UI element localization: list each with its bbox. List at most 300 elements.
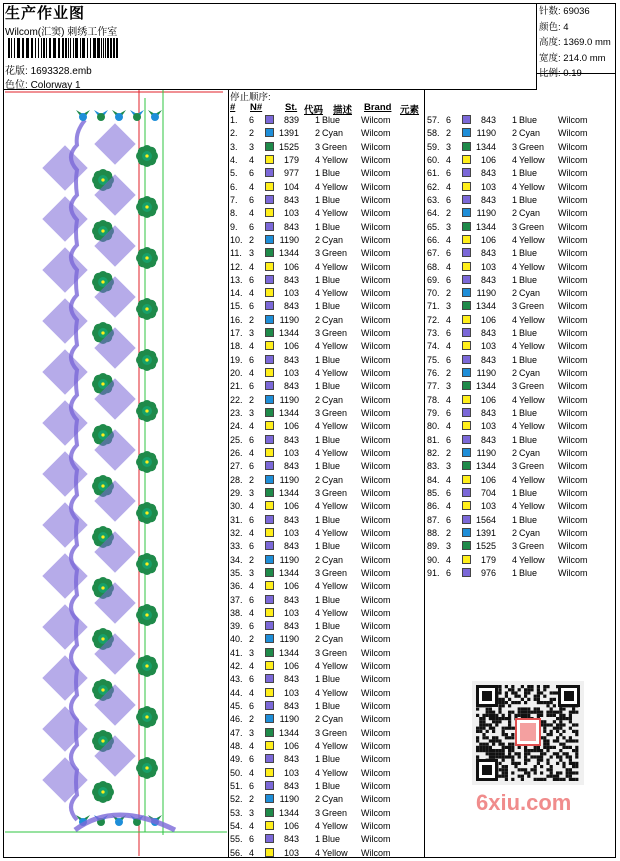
table-row <box>427 368 617 381</box>
table-row <box>230 808 420 821</box>
row-code: 4 <box>314 687 320 698</box>
row-code: 4 <box>511 314 517 325</box>
row-brand: Wilcom <box>361 128 391 139</box>
row-description: Yellow <box>322 741 348 752</box>
row-stitches: 843 <box>283 194 299 205</box>
table-row <box>230 381 420 394</box>
row-code: 2 <box>314 474 320 485</box>
row-needle: 6 <box>249 461 255 472</box>
flower-dot <box>101 484 104 487</box>
row-description: Green <box>519 541 545 552</box>
row-description: Blue <box>519 408 538 419</box>
row-code: 2 <box>314 314 320 325</box>
info-row: 颜色: 4 <box>539 21 569 33</box>
row-description: Blue <box>519 194 538 205</box>
row-brand: Wilcom <box>558 248 588 259</box>
table-row <box>427 435 617 448</box>
row-index: 31. <box>230 514 243 525</box>
row-needle: 4 <box>249 501 255 512</box>
row-needle: 4 <box>446 394 452 405</box>
row-brand: Wilcom <box>361 487 391 498</box>
row-code: 1 <box>314 168 320 179</box>
row-brand: Wilcom <box>558 301 588 312</box>
row-description: Blue <box>519 115 538 125</box>
row-description: Blue <box>519 274 538 285</box>
row-needle: 6 <box>249 674 255 685</box>
row-code: 4 <box>511 341 517 352</box>
row-needle: 4 <box>446 314 452 325</box>
row-brand: Wilcom <box>361 408 391 419</box>
row-needle: 6 <box>249 115 255 125</box>
row-code: 1 <box>314 701 320 712</box>
col-header-element: 元素 <box>400 105 420 116</box>
table-row <box>230 741 420 754</box>
flower-dot <box>101 229 104 232</box>
row-description: Cyan <box>322 474 344 485</box>
table-row <box>427 421 617 434</box>
row-description: Yellow <box>322 288 348 299</box>
row-index: 33. <box>230 541 243 552</box>
row-description: Cyan <box>519 527 541 538</box>
row-needle: 4 <box>446 341 452 352</box>
table-row <box>427 381 617 394</box>
row-description: Green <box>519 221 545 232</box>
row-code: 3 <box>511 381 517 392</box>
flower-dot <box>145 154 148 157</box>
row-description: Cyan <box>322 794 344 805</box>
row-needle: 6 <box>249 621 255 632</box>
row-description: Blue <box>322 434 341 445</box>
row-description: Green <box>519 141 545 152</box>
row-description: Blue <box>519 354 538 365</box>
row-description: Yellow <box>322 767 348 778</box>
table-row <box>230 288 420 301</box>
row-stitches: 843 <box>480 168 496 179</box>
row-stitches: 1190 <box>279 714 299 725</box>
info-row: 高度: 1369.0 mm <box>539 37 611 48</box>
row-stitches: 1525 <box>475 541 496 552</box>
row-needle: 3 <box>446 541 452 552</box>
row-stitches: 103 <box>283 368 299 379</box>
table-row <box>427 395 617 408</box>
row-index: 56. <box>230 847 243 858</box>
row-description: Green <box>322 647 348 658</box>
flower-dot <box>145 307 148 310</box>
row-description: Yellow <box>322 501 348 512</box>
row-stitches: 179 <box>480 554 496 565</box>
row-code: 3 <box>511 141 517 152</box>
row-index: 90. <box>427 554 440 565</box>
row-brand: Wilcom <box>361 421 391 432</box>
row-needle: 6 <box>446 115 452 125</box>
row-stitches: 103 <box>480 261 496 272</box>
row-description: Blue <box>322 354 341 365</box>
row-needle: 2 <box>249 794 255 805</box>
row-description: Blue <box>322 461 341 472</box>
row-brand: Wilcom <box>558 194 588 205</box>
table-row <box>427 275 617 288</box>
row-description: Blue <box>322 221 341 232</box>
design-file: 花版: 1693328.emb <box>5 66 92 77</box>
row-stitches: 103 <box>283 288 299 299</box>
col-header-stitches: St. <box>285 102 298 113</box>
info-row: 宽度: 214.0 mm <box>539 52 606 64</box>
row-code: 3 <box>314 727 320 738</box>
row-index: 10. <box>230 234 243 245</box>
row-description: Blue <box>519 514 538 525</box>
qr-code <box>472 681 584 785</box>
row-index: 71. <box>427 301 440 312</box>
row-stitches: 843 <box>480 274 496 285</box>
row-index: 57. <box>427 115 440 125</box>
row-stitches: 103 <box>283 687 299 698</box>
row-brand: Wilcom <box>558 381 588 392</box>
row-description: Cyan <box>519 288 541 299</box>
row-needle: 6 <box>446 168 452 179</box>
flower-dot <box>101 688 104 691</box>
row-stitches: 843 <box>480 194 496 205</box>
row-brand: Wilcom <box>558 474 588 485</box>
row-brand: Wilcom <box>361 834 391 845</box>
row-index: 54. <box>230 820 243 831</box>
row-index: 21. <box>230 381 243 392</box>
row-stitches: 1190 <box>476 448 496 458</box>
row-description: Yellow <box>519 261 545 272</box>
flower-dot <box>145 205 148 208</box>
row-description: Yellow <box>322 154 348 165</box>
row-description: Blue <box>322 754 341 765</box>
row-brand: Wilcom <box>361 434 391 445</box>
flower-dot <box>101 331 104 334</box>
row-stitches: 843 <box>480 408 496 419</box>
row-stitches: 1344 <box>278 567 299 578</box>
row-stitches: 1344 <box>475 221 496 232</box>
page-title: 生产作业图 <box>5 5 86 22</box>
row-needle: 2 <box>446 448 452 458</box>
row-code: 1 <box>314 221 320 232</box>
info-row: 比例: 0.19 <box>539 68 582 79</box>
row-code: 4 <box>314 501 320 512</box>
row-code: 1 <box>314 514 320 525</box>
row-description: Blue <box>322 701 341 712</box>
table-row <box>230 634 420 647</box>
row-index: 59. <box>427 141 440 152</box>
row-brand: Wilcom <box>558 514 588 525</box>
row-code: 3 <box>314 328 320 339</box>
row-index: 13. <box>230 274 243 285</box>
table-row <box>230 168 420 181</box>
row-brand: Wilcom <box>361 208 391 219</box>
row-brand: Wilcom <box>558 341 588 352</box>
row-needle: 6 <box>249 754 255 765</box>
row-brand: Wilcom <box>361 341 391 352</box>
row-description: Blue <box>519 248 538 259</box>
row-brand: Wilcom <box>558 448 588 458</box>
row-needle: 6 <box>446 328 452 339</box>
row-description: Yellow <box>519 181 545 192</box>
row-needle: 2 <box>249 314 255 325</box>
row-index: 8. <box>230 208 238 219</box>
row-stitches: 843 <box>283 381 299 392</box>
row-index: 89. <box>427 541 440 552</box>
divider <box>424 89 425 858</box>
row-code: 1 <box>511 328 517 339</box>
lace-diamond <box>43 401 87 445</box>
row-description: Yellow <box>519 421 545 432</box>
row-needle: 2 <box>446 288 452 299</box>
row-needle: 6 <box>249 221 255 232</box>
table-row <box>427 475 617 488</box>
row-code: 4 <box>314 208 320 219</box>
row-code: 1 <box>511 115 517 125</box>
row-stitches: 1190 <box>279 794 299 805</box>
flower-dot <box>101 280 104 283</box>
row-stitches: 106 <box>283 341 299 352</box>
border-flower <box>79 113 87 121</box>
row-needle: 3 <box>249 408 255 419</box>
row-description: Green <box>322 141 348 152</box>
row-brand: Wilcom <box>558 234 588 245</box>
row-description: Yellow <box>519 314 545 325</box>
row-code: 4 <box>314 341 320 352</box>
row-stitches: 106 <box>283 581 299 592</box>
row-needle: 6 <box>446 567 452 578</box>
row-index: 50. <box>230 767 243 778</box>
row-needle: 3 <box>446 301 452 312</box>
row-code: 1 <box>314 194 320 205</box>
row-index: 20. <box>230 368 243 379</box>
row-stitches: 1190 <box>279 474 299 485</box>
row-brand: Wilcom <box>558 421 588 432</box>
table-row <box>230 488 420 501</box>
table-row <box>427 341 617 354</box>
row-code: 1 <box>314 541 320 552</box>
row-index: 81. <box>427 434 440 445</box>
table-row <box>427 128 617 141</box>
row-description: Yellow <box>322 820 348 831</box>
embroidery-preview <box>5 90 227 856</box>
row-needle: 4 <box>249 261 255 272</box>
row-index: 52. <box>230 794 243 805</box>
row-needle: 6 <box>249 541 255 552</box>
flower-dot <box>145 766 148 769</box>
row-stitches: 843 <box>283 541 299 552</box>
row-index: 74. <box>427 341 440 352</box>
row-needle: 2 <box>249 634 255 645</box>
row-needle: 3 <box>249 248 255 259</box>
row-code: 3 <box>314 567 320 578</box>
row-description: Blue <box>322 274 341 285</box>
table-row <box>230 568 420 581</box>
table-row <box>230 421 420 434</box>
border-flower <box>115 818 123 826</box>
row-code: 2 <box>314 394 320 405</box>
row-stitches: 1564 <box>475 514 496 525</box>
row-brand: Wilcom <box>558 181 588 192</box>
row-description: Yellow <box>519 501 545 512</box>
row-brand: Wilcom <box>361 741 391 752</box>
stop-sequence-title: 停止顺序: <box>230 92 271 103</box>
row-brand: Wilcom <box>361 234 391 245</box>
row-stitches: 1344 <box>278 328 299 339</box>
row-needle: 2 <box>446 128 452 139</box>
row-needle: 6 <box>446 408 452 419</box>
row-code: 4 <box>511 501 517 512</box>
row-description: Blue <box>322 168 341 179</box>
row-stitches: 843 <box>480 328 496 339</box>
table-row <box>230 195 420 208</box>
row-stitches: 843 <box>283 701 299 712</box>
row-brand: Wilcom <box>361 714 391 725</box>
table-row <box>230 248 420 261</box>
row-brand: Wilcom <box>558 541 588 552</box>
row-needle: 4 <box>249 527 255 538</box>
row-brand: Wilcom <box>361 767 391 778</box>
row-stitches: 106 <box>480 234 496 245</box>
table-row <box>230 275 420 288</box>
row-code: 4 <box>511 554 517 565</box>
row-description: Yellow <box>322 687 348 698</box>
table-row <box>427 208 617 221</box>
row-code: 1 <box>511 408 517 419</box>
table-row <box>230 581 420 594</box>
row-stitches: 1190 <box>476 128 496 139</box>
row-code: 1 <box>511 434 517 445</box>
row-brand: Wilcom <box>361 261 391 272</box>
table-row <box>230 714 420 727</box>
row-index: 29. <box>230 487 243 498</box>
row-brand: Wilcom <box>361 581 391 592</box>
table-row <box>230 728 420 741</box>
row-stitches: 843 <box>283 301 299 312</box>
row-needle: 6 <box>249 274 255 285</box>
row-stitches: 843 <box>480 115 496 125</box>
row-code: 1 <box>511 274 517 285</box>
table-row <box>427 515 617 528</box>
row-index: 39. <box>230 621 243 632</box>
row-stitches: 106 <box>283 661 299 672</box>
row-description: Yellow <box>322 341 348 352</box>
row-description: Blue <box>322 674 341 685</box>
row-description: Yellow <box>322 261 348 272</box>
lace-diamond <box>43 656 87 700</box>
table-row <box>230 341 420 354</box>
row-needle: 3 <box>446 221 452 232</box>
row-brand: Wilcom <box>361 661 391 672</box>
row-description: Cyan <box>322 394 344 405</box>
lace-diamond <box>43 248 87 292</box>
row-needle: 2 <box>446 368 452 379</box>
row-needle: 3 <box>249 567 255 578</box>
row-stitches: 1190 <box>279 394 299 405</box>
row-brand: Wilcom <box>558 208 588 219</box>
table-row <box>427 262 617 275</box>
flower-dot <box>101 535 104 538</box>
barcode <box>8 38 120 58</box>
row-needle: 6 <box>249 594 255 605</box>
row-index: 38. <box>230 607 243 618</box>
row-needle: 4 <box>446 554 452 565</box>
row-code: 1 <box>511 354 517 365</box>
row-description: Blue <box>322 115 341 125</box>
row-needle: 4 <box>249 448 255 458</box>
row-needle: 4 <box>249 341 255 352</box>
row-stitches: 103 <box>283 208 299 219</box>
row-index: 40. <box>230 634 243 645</box>
row-stitches: 103 <box>283 847 299 858</box>
row-stitches: 1344 <box>475 141 496 152</box>
row-stitches: 179 <box>283 154 299 165</box>
lace-diamond <box>43 350 87 394</box>
table-row <box>427 301 617 314</box>
row-stitches: 1344 <box>278 647 299 658</box>
row-description: Yellow <box>519 474 545 485</box>
row-needle: 6 <box>249 194 255 205</box>
table-row <box>230 301 420 314</box>
row-description: Blue <box>322 301 341 312</box>
table-row <box>230 768 420 781</box>
row-brand: Wilcom <box>361 194 391 205</box>
row-description: Cyan <box>519 368 541 379</box>
table-row <box>230 781 420 794</box>
row-index: 82. <box>427 448 440 458</box>
row-brand: Wilcom <box>361 115 391 125</box>
row-stitches: 103 <box>480 341 496 352</box>
row-needle: 6 <box>446 514 452 525</box>
row-index: 84. <box>427 474 440 485</box>
row-stitches: 977 <box>283 168 299 179</box>
row-index: 53. <box>230 807 243 818</box>
row-brand: Wilcom <box>558 221 588 232</box>
row-index: 55. <box>230 834 243 845</box>
row-needle: 4 <box>249 181 255 192</box>
row-needle: 4 <box>446 501 452 512</box>
row-needle: 6 <box>249 168 255 179</box>
row-brand: Wilcom <box>361 634 391 645</box>
row-description: Blue <box>519 328 538 339</box>
row-brand: Wilcom <box>558 394 588 405</box>
row-needle: 3 <box>249 647 255 658</box>
row-stitches: 103 <box>283 527 299 538</box>
row-needle: 4 <box>446 261 452 272</box>
row-needle: 3 <box>446 381 452 392</box>
table-row <box>427 568 617 581</box>
row-description: Blue <box>322 194 341 205</box>
row-needle: 4 <box>249 288 255 299</box>
row-code: 4 <box>511 474 517 485</box>
row-index: 9. <box>230 221 238 232</box>
table-row <box>230 674 420 687</box>
row-code: 2 <box>314 128 320 139</box>
row-brand: Wilcom <box>361 727 391 738</box>
table-row <box>230 848 420 861</box>
row-index: 75. <box>427 354 440 365</box>
row-description: Blue <box>519 434 538 445</box>
row-code: 4 <box>314 448 320 458</box>
table-row <box>230 528 420 541</box>
row-brand: Wilcom <box>558 314 588 325</box>
row-description: Yellow <box>519 554 545 565</box>
row-code: 3 <box>511 221 517 232</box>
row-needle: 2 <box>249 234 255 245</box>
row-stitches: 106 <box>283 261 299 272</box>
table-row <box>230 501 420 514</box>
row-stitches: 106 <box>283 741 299 752</box>
row-code: 4 <box>511 261 517 272</box>
row-code: 1 <box>511 248 517 259</box>
lace-diamond <box>43 197 87 241</box>
flower-dot <box>145 511 148 514</box>
